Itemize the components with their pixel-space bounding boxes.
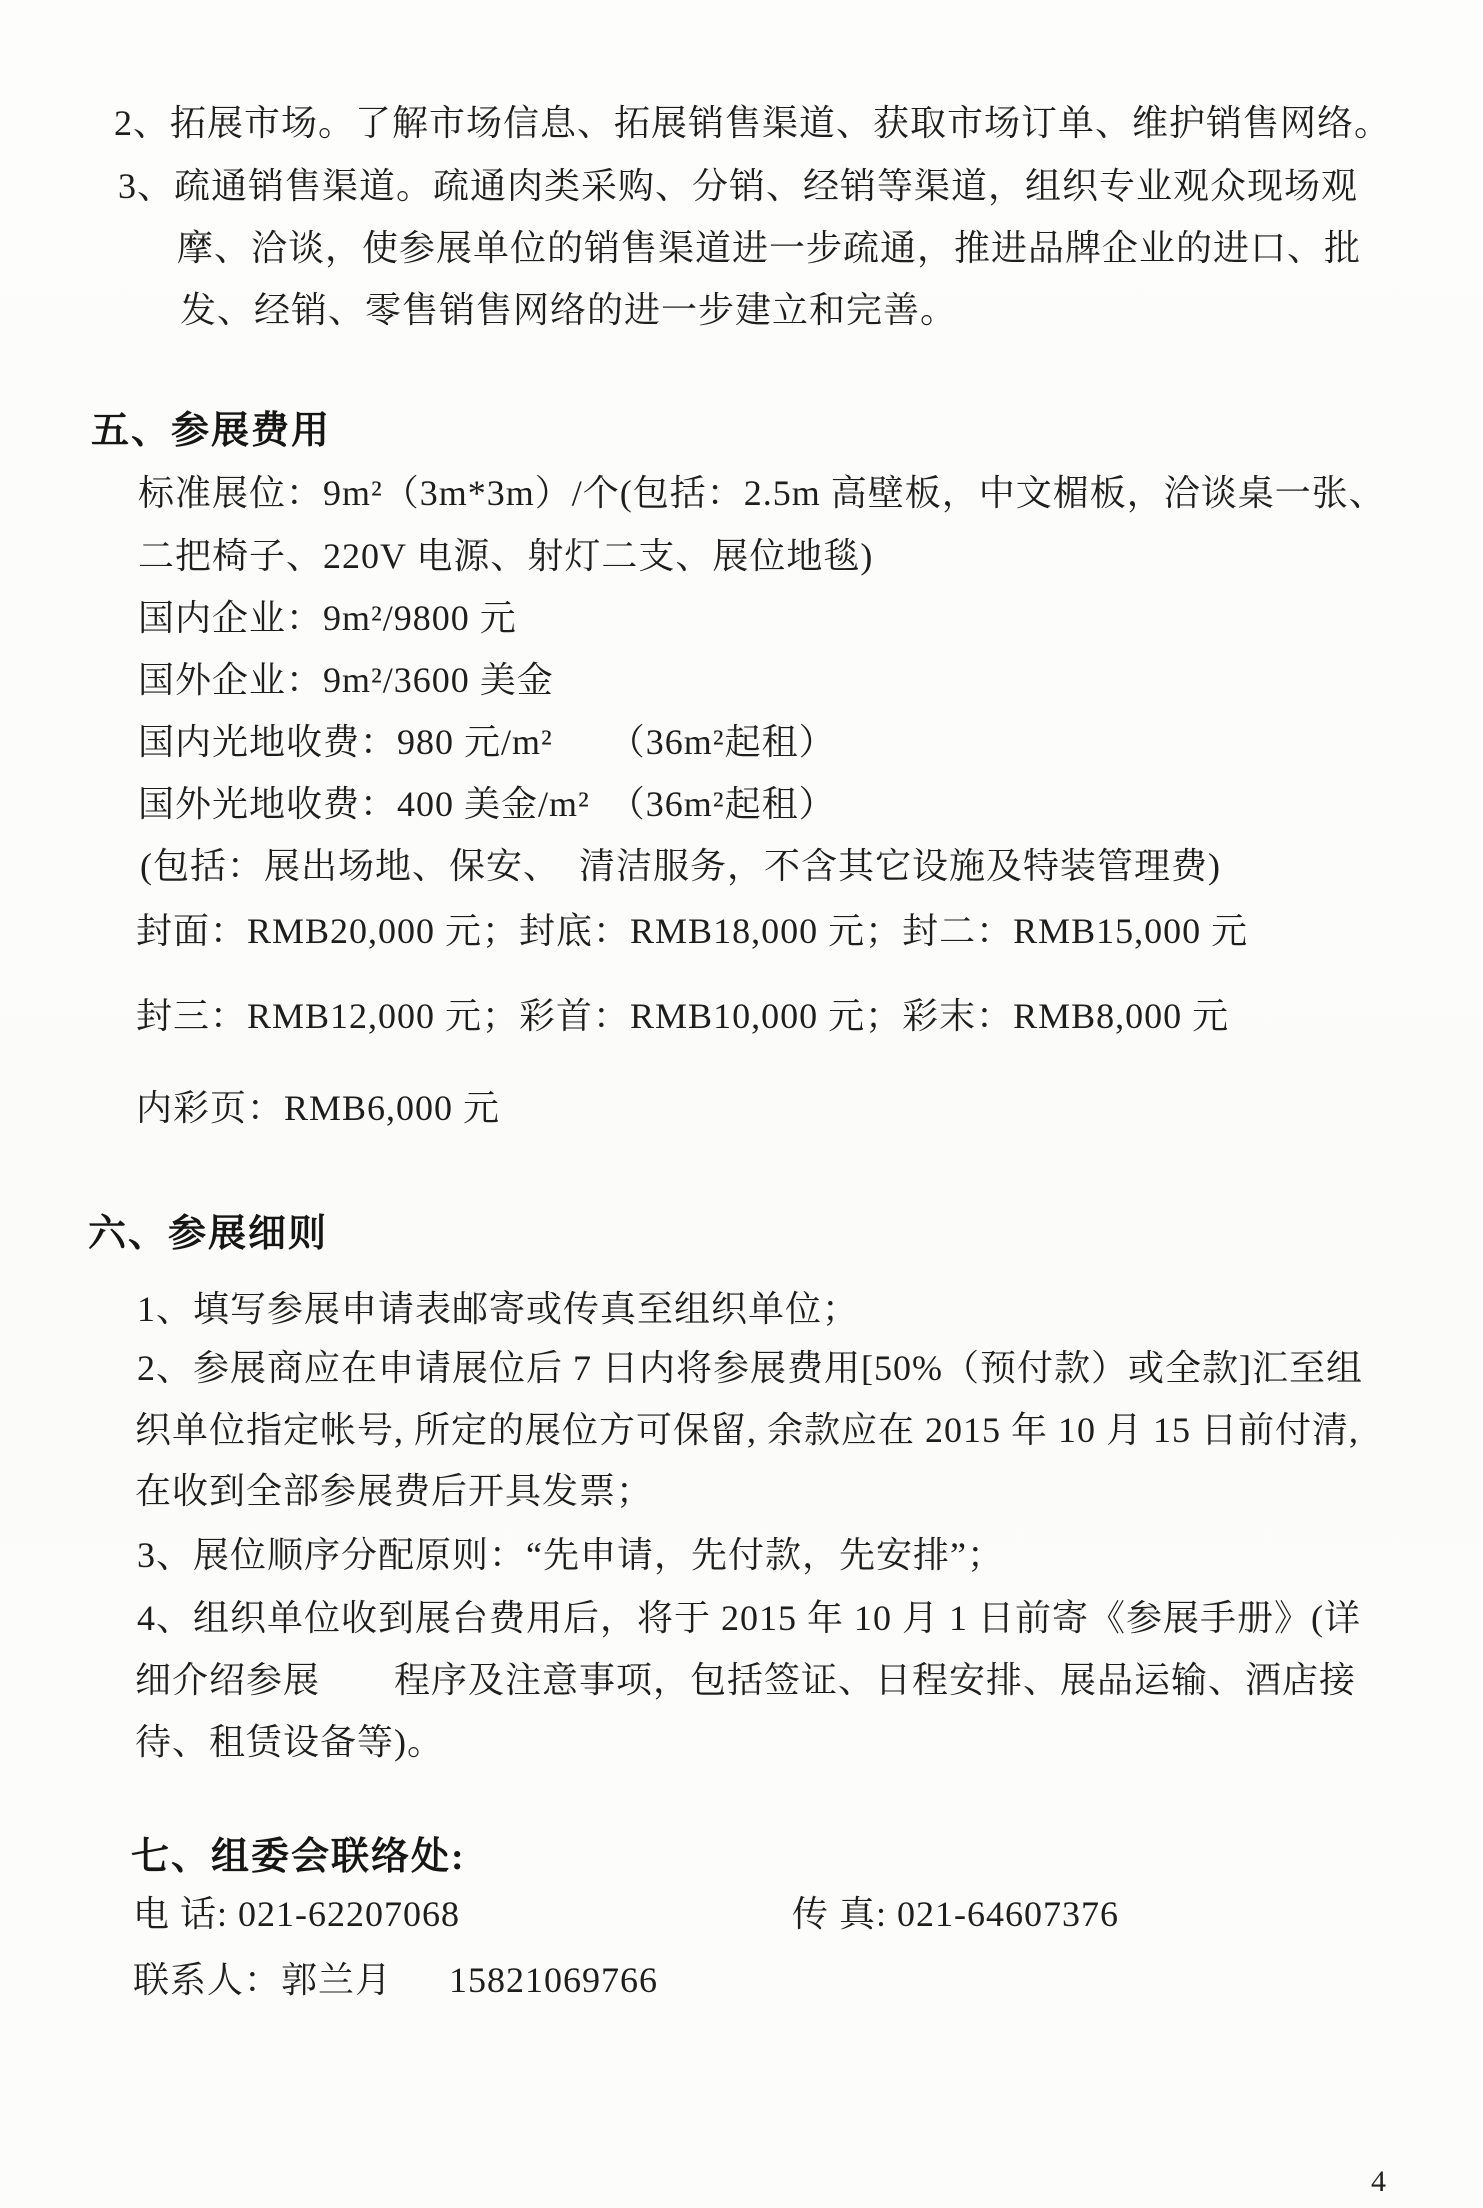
- section-6-heading: 六、参展细则: [88, 1213, 329, 1255]
- page-number: 4: [1371, 2165, 1386, 2198]
- rules-item-3: 3、展位顺序分配原则：“先申请，先付款，先安排”；: [137, 1535, 1004, 1575]
- section-5-heading: 五、参展费用: [91, 410, 332, 452]
- fees-foreign-company: 国外企业：9m²/3600 美金: [138, 660, 554, 700]
- section-7-heading: 七、组委会联络处:: [131, 1836, 466, 1878]
- intro-item-2: 2、拓展市场。了解市场信息、拓展销售渠道、获取市场订单、维护销售网络。: [114, 103, 1392, 143]
- fees-standard-booth-line-1: 标准展位：9m²（3m*3m）/个(包括：2.5m 高壁板，中文楣板，洽谈桌一张、: [138, 473, 1386, 513]
- contact-phone: 电 话: 021-62207068: [133, 1894, 460, 1934]
- fees-raw-space-foreign: 国外光地收费：400 美金/m² （36m²起租）: [138, 784, 836, 824]
- fees-raw-space-note: (包括：展出场地、保安、 清洁服务，不含其它设施及特装管理费): [140, 846, 1221, 886]
- rules-item-2-line-3: 在收到全部参展费后开具发票；: [135, 1471, 654, 1511]
- contact-person: 联系人：郭兰月 15821069766: [133, 1960, 659, 2000]
- rules-item-1: 1、填写参展申请表邮寄或传真至组织单位；: [137, 1289, 860, 1329]
- fees-ad-line-3: 内彩页：RMB6,000 元: [136, 1088, 501, 1128]
- intro-item-3-line-3: 发、经销、零售销售网络的进一步建立和完善。: [180, 290, 958, 330]
- fees-ad-line-2: 封三：RMB12,000 元；彩首：RMB10,000 元；彩末：RMB8,000 元: [136, 996, 1230, 1036]
- intro-item-3-line-2: 摩、洽谈，使参展单位的销售渠道进一步疏通，推进品牌企业的进口、批: [177, 228, 1362, 268]
- fees-domestic-company: 国内企业：9m²/9800 元: [138, 598, 517, 638]
- contact-fax: 传 真: 021-64607376: [792, 1894, 1119, 1934]
- rules-item-4-line-1: 4、组织单位收到展台费用后，将于 2015 年 10 月 1 日前寄《参展手册》(详: [137, 1598, 1361, 1638]
- fees-standard-booth-line-2: 二把椅子、220V 电源、射灯二支、展位地毯): [138, 536, 874, 576]
- rules-item-2-line-1: 2、参展商应在申请展位后 7 日内将参展费用[50%（预付款）或全款]汇至组: [137, 1348, 1363, 1388]
- rules-item-2-line-2: 织单位指定帐号, 所定的展位方可保留, 余款应在 2015 年 10 月 15 日前付清,: [135, 1410, 1360, 1450]
- rules-item-4-line-2: 细介绍参展 程序及注意事项，包括签证、日程安排、展品运输、酒店接: [135, 1660, 1357, 1700]
- rules-item-4-line-3: 待、租赁设备等)。: [135, 1722, 444, 1762]
- fees-ad-line-1: 封面：RMB20,000 元；封底：RMB18,000 元；封二：RMB15,000 元: [136, 911, 1249, 951]
- fees-raw-space-domestic: 国内光地收费：980 元/m² （36m²起租）: [138, 722, 836, 762]
- intro-item-3-line-1: 3、疏通销售渠道。疏通肉类采购、分销、经销等渠道，组织专业观众现场观: [118, 166, 1359, 206]
